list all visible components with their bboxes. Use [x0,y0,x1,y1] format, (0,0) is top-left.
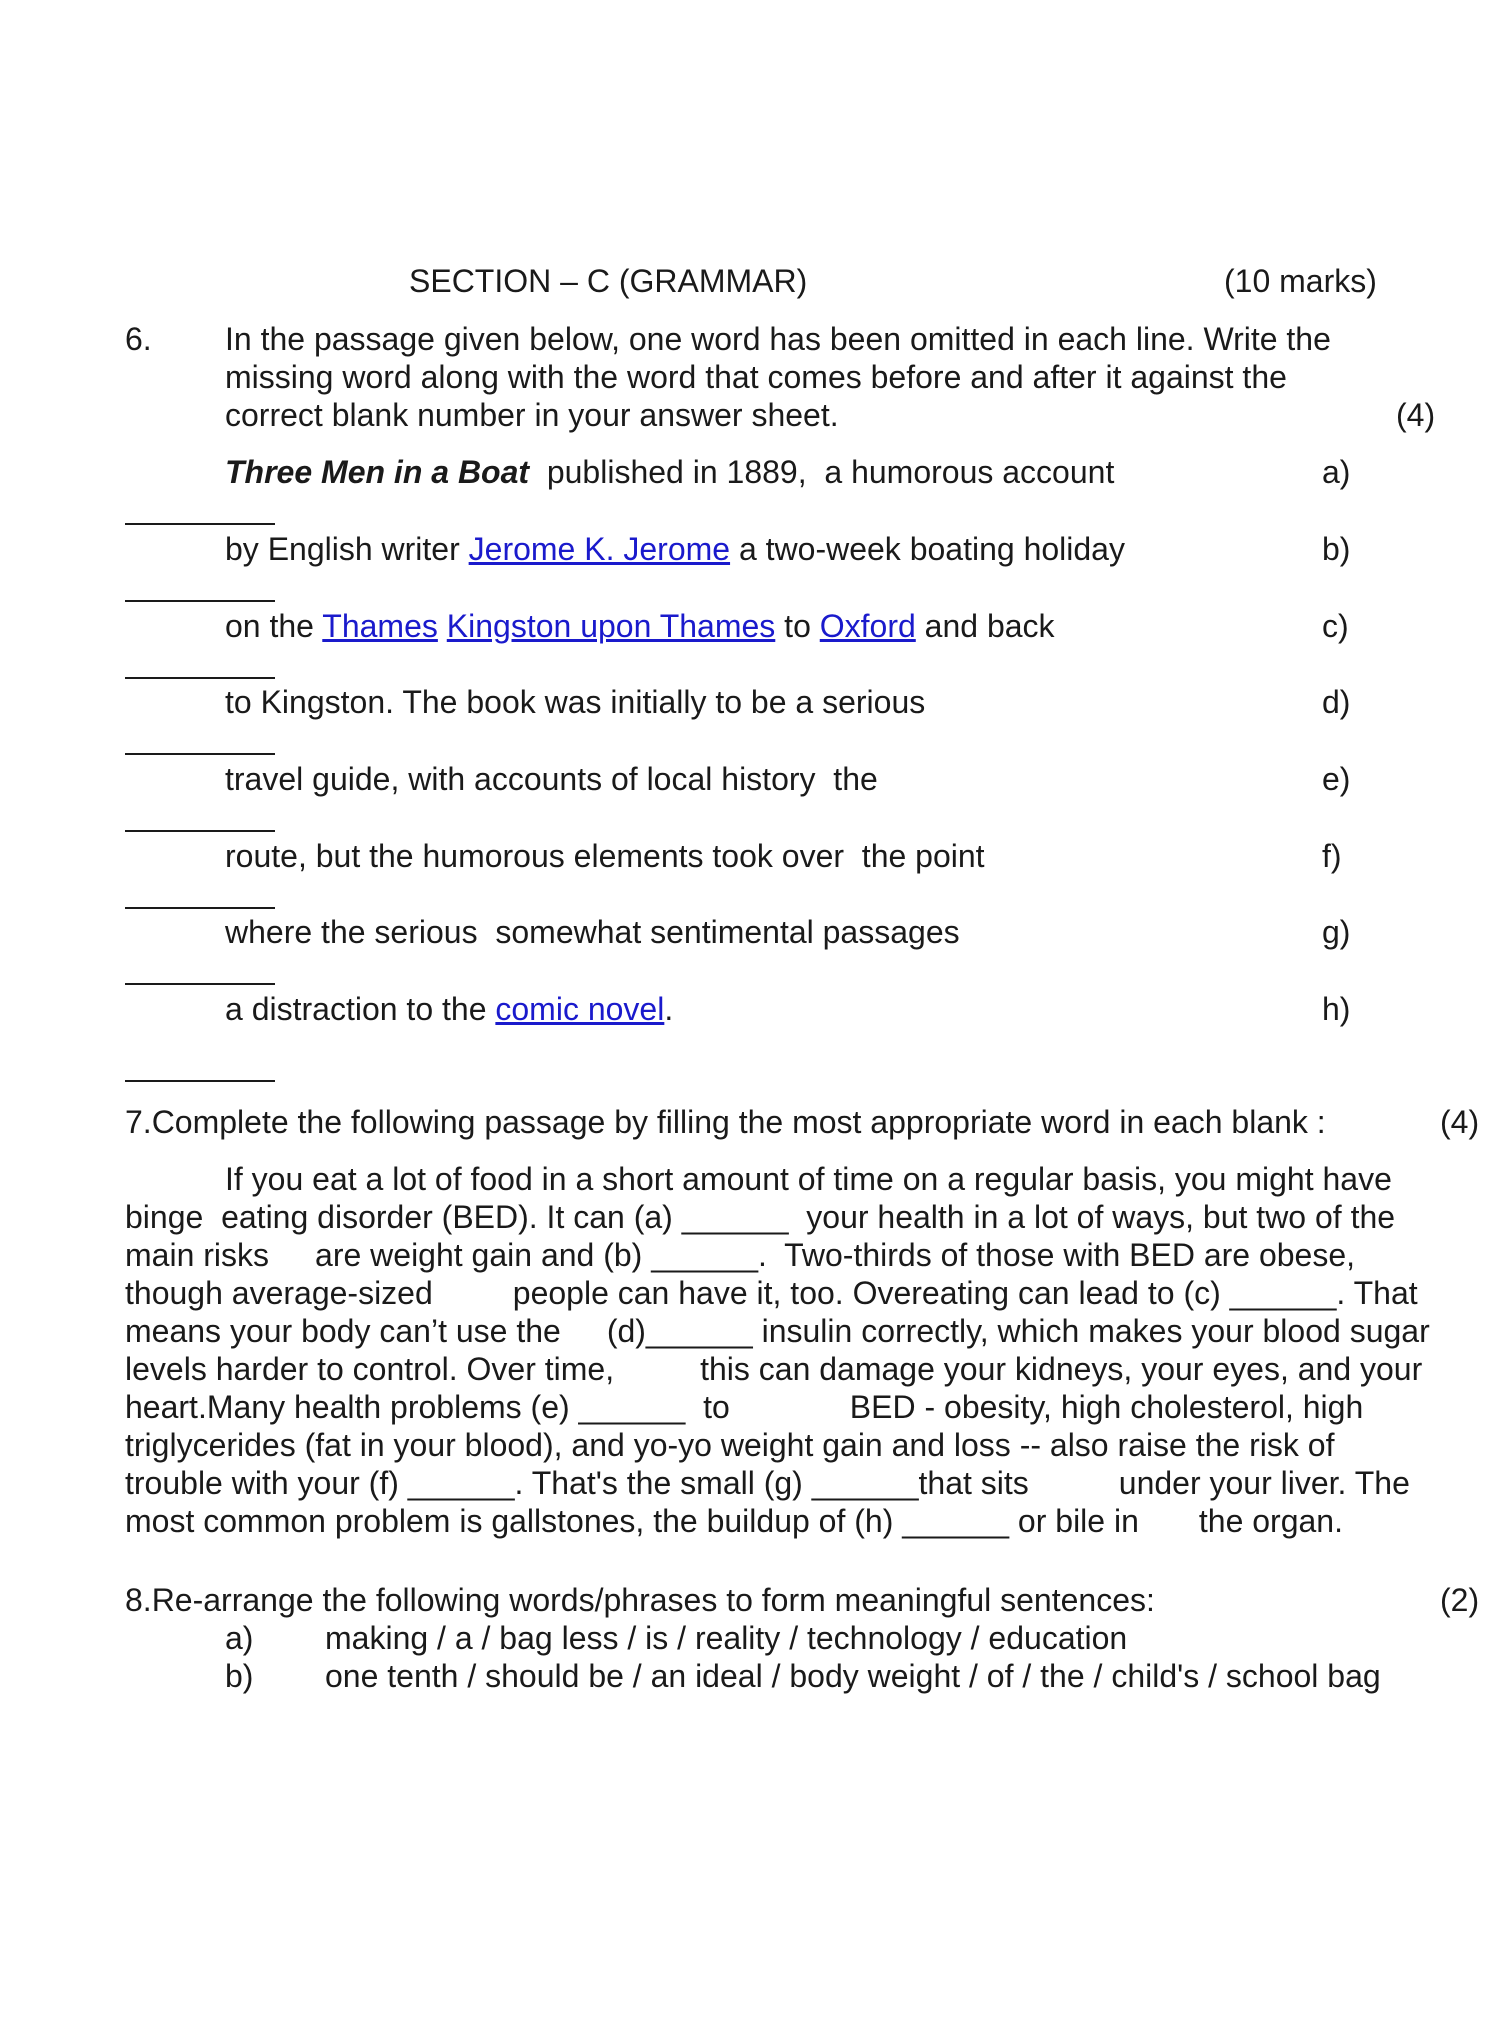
answer-blank-line [125,830,275,832]
passage-text: this can damage your kidneys, your eyes, and your [700,1351,1423,1387]
answer-blank-line [125,907,275,909]
blank-label: h) [1322,991,1351,1027]
hyperlink[interactable]: Thames [322,608,438,644]
passage-text: by English writer [225,531,469,567]
hyperlink[interactable]: comic novel [495,991,665,1027]
q7-passage-line [125,1236,1355,1274]
passage-text: levels harder to control. Over time, [125,1351,615,1387]
passage-text: on the [225,608,323,644]
q6-instruction-line: missing word along with the word that comes before and after it against the [225,359,1287,395]
blank-label: c) [1322,608,1349,644]
q6-passage-line [225,760,878,798]
passage-text: (d)______ insulin correctly, which makes your blood sugar [606,1313,1430,1349]
q7-marks: (4) [1440,1104,1480,1140]
passage-text: and back [915,608,1055,644]
passage-text: the organ. [1198,1503,1343,1539]
q6-instruction-line: In the passage given below, one word has been omitted in each line. Write the [225,321,1331,357]
passage-text: binge eating disorder (BED). It can (a) ______ your health in a lot of ways, but two of the [125,1199,1396,1235]
blank-label: f) [1322,838,1342,874]
q8-item-text: making / a / bag less / is / reality / technology / education [325,1620,1128,1656]
q6-passage-line [225,683,925,721]
passage-text: BED - obesity, high cholesterol, high [849,1389,1364,1425]
q7-passage-line [125,1502,1343,1540]
passage-text: to Kingston. The book was initially to be a serious [225,684,926,720]
passage-text: travel guide, with accounts of local history the [225,761,878,797]
section-title: SECTION – C (GRAMMAR) [409,263,808,299]
q7-passage-line [125,1198,1395,1236]
answer-blank-line [125,600,275,602]
passage-text: If you eat a lot of food in a short amount of time on a regular basis, you might have [225,1161,1392,1197]
q6-marks: (4) [1396,397,1436,433]
passage-text: a two-week boating holiday [730,531,1125,567]
passage-text: where the serious somewhat sentimental passages [225,914,960,950]
passage-text: most common problem is gallstones, the buildup of (h) ______ or bile in [125,1503,1139,1539]
answer-blank-line [125,1080,275,1082]
q6-passage-line [225,453,1114,491]
answer-blank-line [125,523,275,525]
passage-text: are weight gain and (b) ______. Two-thirds of those with BED are obese, [315,1237,1356,1273]
section-marks: (10 marks) [1224,263,1377,299]
q8-item-label: a) [225,1620,254,1656]
book-title: Three Men in a Boat [225,454,530,490]
blank-label: d) [1322,684,1351,720]
passage-text: though average-sized [125,1275,433,1311]
q7-passage-line [125,1464,1410,1502]
q6-instruction-line: correct blank number in your answer sheet. [225,397,839,433]
q7-passage-line [125,1274,1418,1312]
q8-marks: (2) [1440,1582,1480,1618]
answer-blank-line [125,677,275,679]
blank-label: e) [1322,761,1351,797]
hyperlink[interactable]: Jerome K. Jerome [468,531,731,567]
passage-text: trouble with your (f) ______. That's the small (g) ______that sits [125,1465,1029,1501]
q7-passage-line [125,1350,1422,1388]
q6-passage-line [225,913,960,951]
q7-passage-line [125,1312,1430,1350]
answer-blank-line [125,983,275,985]
passage-text: to [775,608,820,644]
q6-number: 6. [125,321,152,357]
passage-text: heart.Many health problems (e) ______ to [125,1389,730,1425]
passage-text: under your liver. The [1118,1465,1410,1501]
passage-text: . [664,991,674,1027]
passage-text: people can have it, too. Overeating can lead to (c) ______. That [512,1275,1418,1311]
q7-passage-line [125,1388,1363,1426]
passage-text: a distraction to the [225,991,496,1027]
q6-passage-line [225,837,985,875]
q8-item-label: b) [225,1658,254,1694]
blank-label: b) [1322,531,1351,567]
hyperlink[interactable]: Kingston upon Thames [446,608,776,644]
passage-text: published in 1889, a humorous account [529,454,1115,490]
passage-text [438,608,447,644]
q7-title: 7.Complete the following passage by filling the most appropriate word in each blank : [125,1104,1326,1140]
q6-passage-line [225,990,673,1028]
blank-label: g) [1322,914,1351,950]
passage-text: main risks [125,1237,270,1273]
q7-passage-line [125,1426,1334,1464]
answer-blank-line [125,753,275,755]
blank-label: a) [1322,454,1351,490]
q8-title: 8.Re-arrange the following words/phrases to form meaningful sentences: [125,1582,1155,1618]
hyperlink[interactable]: Oxford [819,608,916,644]
q6-passage-line [225,607,1055,645]
q7-passage-line [225,1160,1392,1198]
q6-passage-line [225,530,1125,568]
passage-text: means your body can’t use the [125,1313,561,1349]
q8-item-text: one tenth / should be / an ideal / body weight / of / the / child's / school bag [325,1658,1381,1694]
passage-text: route, but the humorous elements took over the point [225,838,985,874]
passage-text: triglycerides (fat in your blood), and yo-yo weight gain and loss -- also raise the risk of [125,1427,1335,1463]
